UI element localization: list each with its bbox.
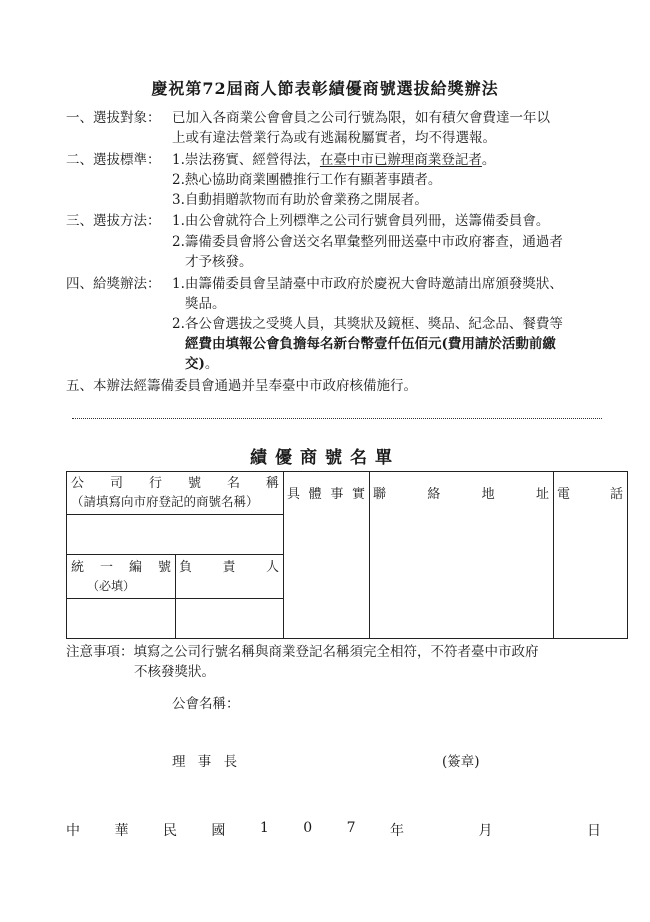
section-4-item-2: 2.各公會選拔之受獎人員，其獎狀及鏡框、獎品、紀念品、餐費等	[172, 316, 563, 332]
section-3-item-2-cont: 才予核發。	[185, 254, 253, 270]
section-2-item-1-pre: 1.崇法務實、經營得法，	[172, 152, 320, 168]
section-4-item-2-cont2	[185, 354, 218, 374]
section-2-item-1-post: 。	[481, 152, 496, 168]
section-4-item-2-cont2-post: 。	[204, 356, 219, 372]
dotted-separator	[72, 418, 602, 419]
section-2-item-2: 2.熱心協助商業團體推行工作有顯著事蹟者。	[172, 172, 442, 188]
section-2-label: 二、選拔標準：	[66, 152, 161, 168]
section-4-item-2-cont2-bold: 交)	[185, 356, 205, 372]
section-2-item-1-underlined: 在臺中市已辦理商業登記者	[319, 152, 482, 168]
section-4-item-1-cont: 獎品。	[185, 296, 226, 312]
section-3	[66, 211, 549, 231]
table-divider	[369, 472, 370, 638]
company-name-header: 公 司 行 號 名 稱	[71, 476, 279, 491]
section-1-line-1: 已加入各商業公會會員之公司行號為限，如有積欠會費達一年以	[172, 110, 550, 126]
section-4-label: 四、給獎辦法：	[66, 276, 161, 292]
table-divider	[553, 472, 554, 638]
table-divider	[283, 472, 284, 638]
table-divider	[175, 554, 176, 638]
list-title: 績優商號名單	[250, 448, 400, 468]
notice-line-2: 不核發獎狀。	[134, 664, 215, 680]
owner-header: 負 責 人	[179, 560, 279, 575]
section-2	[66, 150, 495, 170]
unified-number-header: 統 一 編 號	[71, 560, 171, 575]
section-1	[66, 108, 550, 128]
section-5: 五、本辦法經籌備委員會通過并呈奉臺中市政府核備施行。	[66, 378, 417, 394]
deeds-header: 具 體 事 實	[287, 487, 365, 502]
notice	[66, 642, 539, 662]
notice-label: 注意事項：	[66, 644, 134, 660]
notice-line-1: 填寫之公司行號名稱與商業登記名稱須完全相符，不符者臺中市政府	[133, 644, 539, 660]
section-3-item-1: 1.由公會就符合上列標準之公司行號會員列冊，送籌備委員會。	[172, 213, 550, 229]
section-3-label: 三、選拔方法：	[66, 213, 161, 229]
required-note: （必填）	[87, 579, 136, 593]
association-name-label: 公會名稱：	[172, 696, 240, 712]
seal-label: (簽章)	[442, 754, 480, 770]
table-divider	[67, 514, 283, 515]
section-1-line-2: 上或有違法營業行為或有逃漏稅屬實者，均不得選報。	[172, 130, 496, 146]
section-4	[66, 274, 563, 294]
address-header: 聯 絡 地 址	[373, 487, 549, 502]
section-2-item-3: 3.自動捐贈款物而有助於會業務之開展者。	[172, 192, 428, 208]
chairman-label: 理 事 長	[172, 754, 242, 770]
section-3-item-2: 2.籌備委員會將公會送交名單彙整列冊送臺中市政府審查，通過者	[172, 234, 563, 250]
section-4-item-1: 1.由籌備委員會呈請臺中市政府於慶祝大會時邀請出席頒發獎狀、	[172, 276, 563, 292]
section-1-label: 一、選拔對象：	[66, 110, 161, 126]
company-name-note: （請填寫向市府登記的商號名稱）	[71, 494, 259, 509]
section-4-item-2-cont: 經費由填報公會負擔每名新台幣壹仟伍佰元(費用請於活動前繳	[185, 336, 556, 352]
document-title: 慶祝第72屆商人節表彰績優商號選拔給獎辦法	[151, 79, 499, 98]
honor-list-table	[66, 471, 628, 639]
date-line: 中 華 民 國 1 0 7 年 月 日	[66, 820, 601, 839]
phone-header: 電 話	[557, 487, 623, 502]
